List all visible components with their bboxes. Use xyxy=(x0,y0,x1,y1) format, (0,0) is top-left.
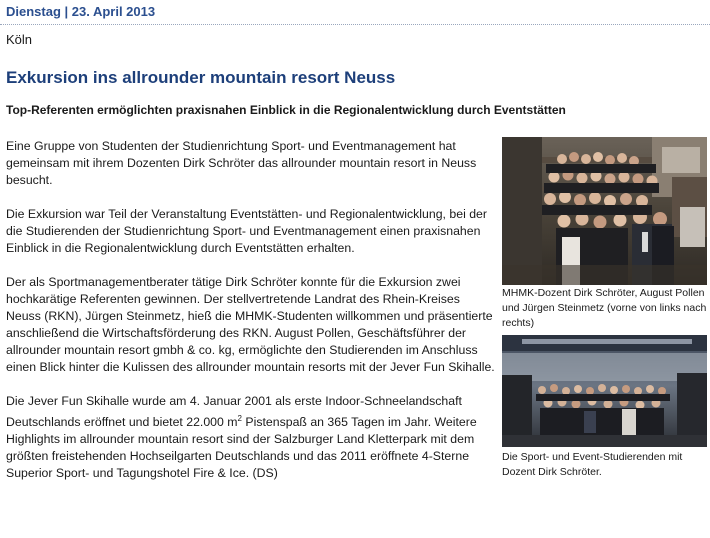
article-paragraph-text: Pistenspaß an 365 Tagen im Jahr. Weitere Highlights im allrounder mountain resort sind der Salzburger Land Kletterpark mit dem größten freistehenden Hochseilgarten Deutschlands und das 2011 eröffnete 4-Sterne Superior Sport- und Tagungshotel Fire & Ice. (DS) xyxy=(6,415,477,481)
article-paragraph: Die Exkursion war Teil der Veranstaltung Eventstätten- und Regionalentwicklung, bei der die Studierenden der Studienrichtung Sport- und Eventmanagement einen praxisnahen Einblick in die Regionalentwicklung durch Eventstätten erhalten. xyxy=(6,207,487,255)
photo-caption: MHMK-Dozent Dirk Schröter, August Pollen und Jürgen Steinmetz (vorne von links nach rechts) xyxy=(502,287,707,329)
article-paragraph xyxy=(6,393,496,482)
group-photo-stairs[interactable] xyxy=(502,137,707,285)
article-subheadline: Top-Referenten ermöglichten praxisnahen Einblick in die Regionalentwicklung durch Eventstätten xyxy=(6,103,566,117)
article-paragraph-text: Die Jever Fun Skihalle wurde am 4. Januar 2001 als erste Indoor-Schneelandschaft Deutschlands eröffnet und bietet 22.000 m xyxy=(6,394,462,430)
article-headline: Exkursion ins allrounder mountain resort Neuss xyxy=(6,68,396,87)
area-unit-superscript: 2 xyxy=(237,414,242,423)
photo-caption: Die Sport- und Event-Studierenden mit Dozent Dirk Schröter. xyxy=(502,451,683,478)
article-paragraph: Eine Gruppe von Studenten der Studienrichtung Sport- und Eventmanagement hat gemeinsam mit ihrem Dozenten Dirk Schröter das allrounder mountain resort in Neuss besucht. xyxy=(6,139,477,187)
article-city: Köln xyxy=(6,32,33,47)
article-body xyxy=(6,138,496,499)
article-dateline: Dienstag | 23. April 2013 xyxy=(6,4,156,19)
article-paragraph: Der als Sportmanagementberater tätige Dirk Schröter konnte für die Exkursion zwei hochkarätige Referenten gewinnen. Der stellvertretende Landrat des Rhein-Kreises Neuss (RKN), Jürgen Steinmetz, hieß die MHMK-Studenten willkommen und präsentierte anschließend die Wirtschaftsförderung des RKN. August Pollen, Geschäftsführer der allrounder mountain resort gmbh & co. kg, ermöglichte den Studierenden im Anschluss einen Blick hinter die Kulissen des allrounder mountain resorts mit der Jever Fun Skihalle. xyxy=(6,275,495,374)
group-photo-ski-hall[interactable] xyxy=(502,335,707,447)
dateline-divider xyxy=(0,24,710,25)
